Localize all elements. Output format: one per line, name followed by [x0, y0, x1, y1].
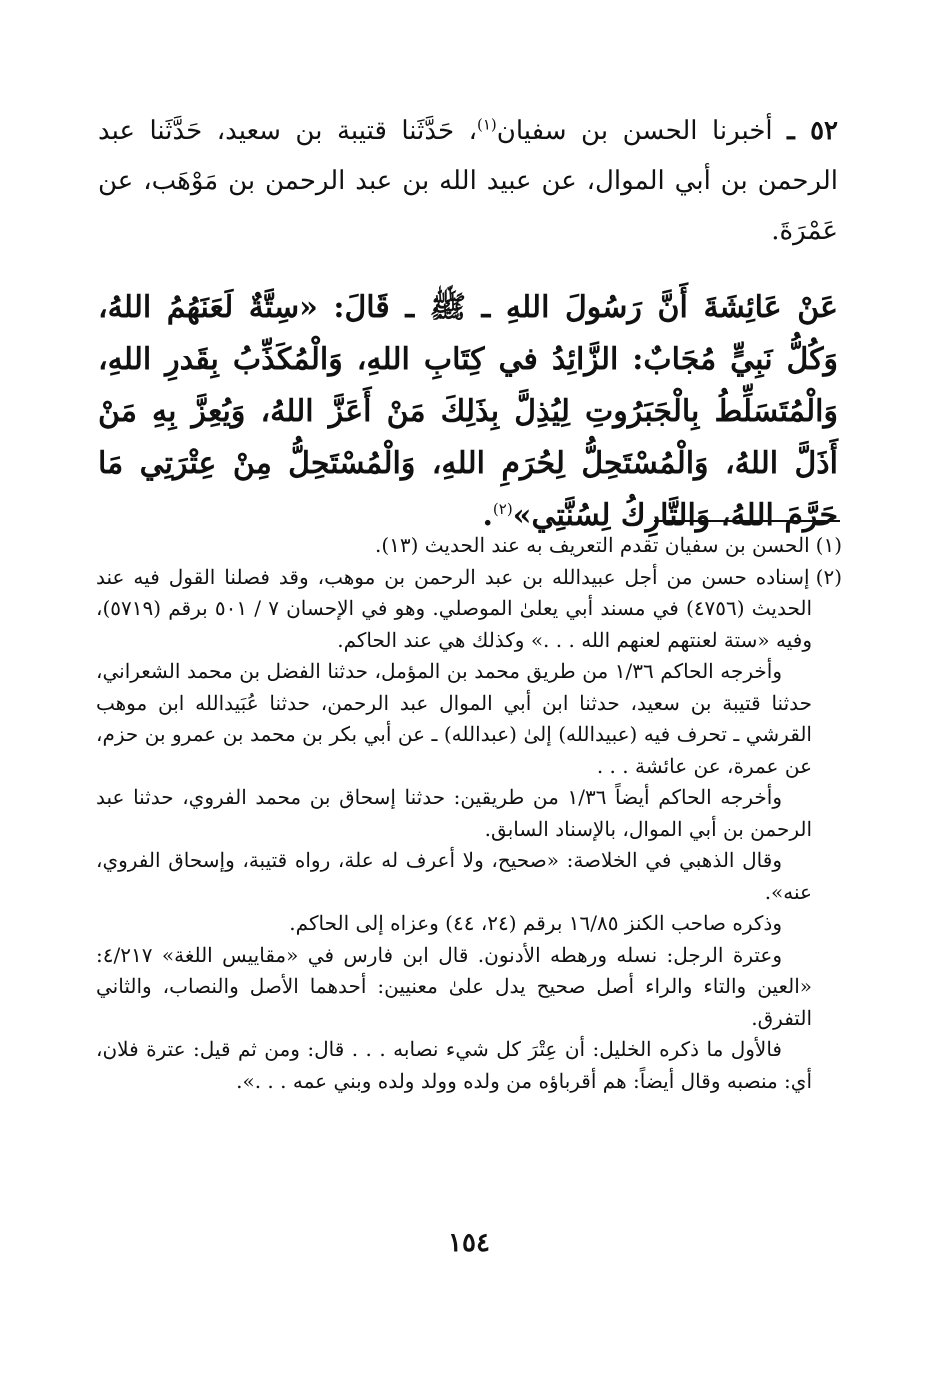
footnote-2 [96, 562, 842, 657]
isnad-text-part2: ، حَدَّثَنا قتيبة بن سعيد، حَدَّثَنا عبد الرحمن بن أبي الموال، عن عبيد الله بن عبد الرحمن بن مَوْهَب، عن عَمْرَةَ. [98, 116, 838, 246]
footnote-1 [96, 530, 842, 562]
footnote-2-para-1: إسناده حسن من أجل عبيدالله بن عبد الرحمن بن موهب، وقد فصلنا القول فيه عند الحديث (٤٧٥٦) في مسند أبي يعلىٰ الموصلي. وهو في الإحسان ٧ / ٥٠١ برقم (٥٧١٩)، وفيه «ستة لعنتهم لعنهم الله . . .» وكذلك هي عند الحاكم. [96, 564, 813, 652]
page-number: ١٥٤ [448, 1228, 490, 1258]
footnote-1-text: الحسن بن سفيان تقدم التعريف به عند الحديث (١٣). [374, 533, 810, 557]
footnote-2-para-4: وقال الذهبي في الخلاصة: «صحيح، ولا أعرف له علة، رواه قتيبة، وإسحاق الفروي، عنه». [96, 848, 812, 904]
footnote-2-number: (٢) [815, 564, 842, 589]
matn-text: عَنْ عَائِشَةَ أَنَّ رَسُولَ اللهِ ـ ﷺ ـ قَالَ: «سِتَّةٌ لَعَنَهُمُ اللهُ، وَكُلُّ نَبِيٍّ مُجَابٌ: الزَّائِدُ في كِتَابِ اللهِ، وَالْمُكَذِّبُ بِقَدرِ اللهِ، وَالْمُتَسَلِّطُ بِالْجَبَرُوتِ لِيُذِلَّ بِذَلِكَ مَنْ أَعَزَّ اللهُ، وَيُعِزَّ بِهِ مَنْ أَذَلَّ اللهُ، وَالْمُسْتَحِلُّ لِحُرَمِ اللهِ، وَالْمُسْتَحِلُّ مِنْ عِتْرَتِي مَا حَرَّمَ اللهُ، وَالتَّارِكُ لِسُنَّتِي» [98, 290, 838, 533]
footnote-2-para-7: فالأول ما ذكره الخليل: أن عِتْرَ كل شيء نصابه . . . قال: ومن ثم قيل: عترة فلان، أي: منصبه وقال أيضاً: هم أقرباؤه من ولده وولد ولده وبني عمه . . .». [96, 1037, 812, 1093]
footnote-ref-2[interactable]: (٢) [492, 500, 513, 518]
footnote-2-para-2: وأخرجه الحاكم ١/٣٦ من طريق محمد بن المؤمل، حدثنا الفضل بن محمد الشعراني، حدثنا قتيبة بن سعيد، حدثنا ابن أبي الموال عبد الرحمن، حدثنا عُبَيدالله ابن موهب القرشي ـ تحرف فيه (عبيدالله) إلىٰ (عبدالله) ـ عن أبي بكر بن محمد بن عمرو بن حزم، عن عمرة، عن عائشة . . . [96, 659, 812, 778]
footnote-2-para-3: وأخرجه الحاكم أيضاً ١/٣٦ من طريقين: حدثنا إسحاق بن محمد الفروي، حدثنا عبد الرحمن بن أبي الموال، بالإسناد السابق. [96, 785, 812, 841]
hadith-isnad [98, 106, 838, 256]
isnad-text-part1: أخبرنا الحسن بن سفيان [496, 116, 773, 146]
footnote-2-para-6: وعترة الرجل: نسله ورهطه الأدنون. قال ابن فارس في «مقاييس اللغة» ٤/٢١٧: «العين والتاء والراء أصل صحيح يدل علىٰ معنيين: أحدهما الأصل والنصاب، والثاني التفرق. [96, 942, 812, 1030]
footnote-1-number: (١) [815, 533, 842, 557]
matn-end: . [482, 498, 493, 533]
footnote-separator [654, 520, 840, 522]
hadith-matn [98, 282, 838, 542]
footnote-ref-1[interactable]: (١) [476, 115, 497, 134]
footnote-2-para-5: وذكره صاحب الكنز ١٦/٨٥ برقم (٢٤، ٤٤) وعزاه إلى الحاكم. [289, 911, 782, 935]
footnotes-section [96, 530, 842, 1097]
hadith-number: ٥٢ ـ [787, 116, 838, 146]
